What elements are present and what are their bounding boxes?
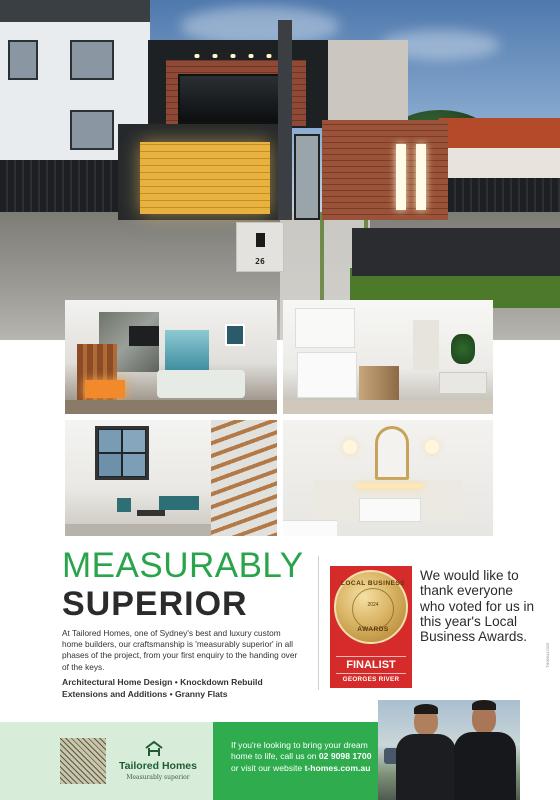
website-link[interactable]: t-homes.com.au bbox=[304, 762, 371, 773]
headline-line2: SUPERIOR bbox=[62, 585, 248, 623]
house-number: 26 bbox=[255, 257, 265, 266]
cta-text: If you're looking to bring your dream home to life, call us on bbox=[231, 740, 368, 762]
main-house bbox=[118, 40, 448, 220]
badge-year: 2024 bbox=[367, 602, 379, 608]
phone-number[interactable]: 02 9098 1700 bbox=[318, 751, 372, 762]
brand-pattern bbox=[60, 738, 106, 784]
divider bbox=[318, 556, 319, 690]
founders-photo bbox=[378, 700, 520, 800]
badge-top-text: LOCAL BUSINESS bbox=[340, 580, 406, 587]
badge-bottom-text: AWARDS bbox=[357, 626, 389, 633]
badge-area: GEORGES RIVER bbox=[342, 676, 400, 683]
services-line-2: Extensions and Additions • Granny Flats bbox=[62, 688, 228, 699]
brand-name: Tailored Homes bbox=[119, 760, 197, 772]
services-list bbox=[62, 677, 312, 700]
front-wall bbox=[352, 228, 560, 276]
footer bbox=[0, 722, 560, 800]
living-room-photo bbox=[65, 300, 277, 414]
fence-left bbox=[0, 160, 120, 220]
bathroom-photo bbox=[283, 420, 493, 536]
badge-status: FINALIST bbox=[336, 656, 406, 674]
garage-door bbox=[140, 142, 270, 214]
services-line-1: Architectural Home Design • Knockdown Rebuild bbox=[62, 677, 263, 687]
brand-tagline: Measurably superior bbox=[126, 774, 190, 781]
thank-you-message: We would like to thank everyone who voted for us in this year's Local Business Awards. bbox=[420, 568, 535, 645]
ad-reference: TH066412325 bbox=[545, 642, 550, 668]
award-badge bbox=[330, 566, 412, 688]
call-to-action bbox=[231, 740, 381, 774]
hero-photo bbox=[0, 0, 560, 340]
house-outline-icon bbox=[144, 740, 164, 758]
headline-line1: MEASURABLY bbox=[62, 546, 304, 585]
lounge-stair-photo bbox=[65, 420, 277, 536]
kitchen-photo bbox=[283, 300, 493, 414]
award-medal-icon bbox=[334, 570, 408, 644]
intro-paragraph: At Tailored Homes, one of Sydney's best and luxury custom home builders, our craftsmanship is 'measurably superior' in all phases of the project, from your first enquiry to the handing over of the keys. bbox=[62, 628, 298, 672]
letterbox bbox=[236, 222, 284, 272]
cta-mid: or visit our website bbox=[231, 762, 303, 773]
